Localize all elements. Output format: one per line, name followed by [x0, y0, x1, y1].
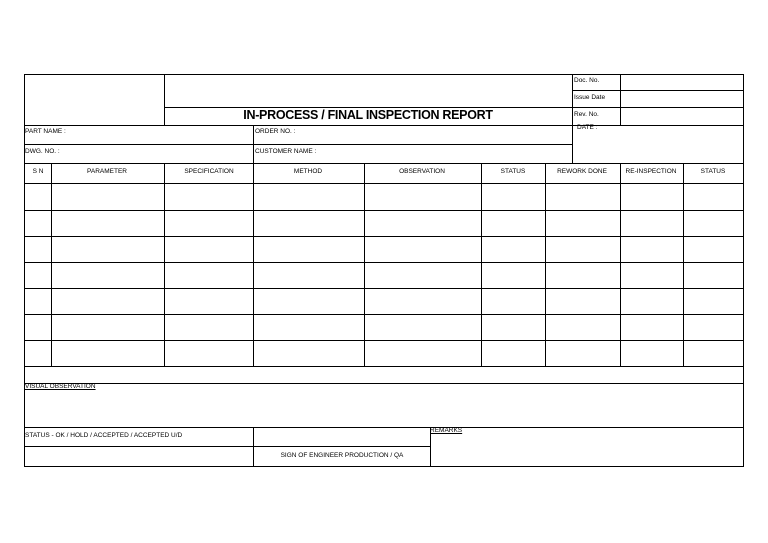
table-cell[interactable] — [622, 264, 682, 287]
table-cell[interactable] — [26, 212, 50, 235]
order-no-label: ORDER NO. : — [255, 128, 296, 135]
table-cell[interactable] — [547, 238, 619, 261]
table-cell[interactable] — [366, 212, 480, 235]
part-name-field[interactable] — [70, 126, 253, 144]
col-header-parameter: PARAMETER — [87, 168, 127, 175]
table-col-line — [253, 163, 254, 366]
table-cell[interactable] — [366, 238, 480, 261]
table-cell[interactable] — [366, 316, 480, 339]
table-bottom-line — [24, 366, 744, 367]
status-options-label: STATUS - OK / HOLD / ACCEPTED / ACCEPTED U/D — [25, 432, 183, 439]
table-cell[interactable] — [166, 212, 252, 235]
col-header-final-status: STATUS — [700, 168, 726, 175]
table-cell[interactable] — [622, 238, 682, 261]
date-field[interactable] — [573, 133, 743, 163]
table-cell[interactable] — [166, 185, 252, 209]
order-no-field[interactable] — [296, 126, 572, 144]
table-cell[interactable] — [26, 316, 50, 339]
border-bottom — [24, 466, 744, 467]
logo-divider — [164, 74, 165, 126]
table-cell[interactable] — [366, 264, 480, 287]
table-cell[interactable] — [255, 290, 363, 313]
table-cell[interactable] — [685, 212, 742, 235]
part-name-label: PART NAME : — [25, 128, 66, 135]
table-cell[interactable] — [26, 290, 50, 313]
table-cell[interactable] — [622, 316, 682, 339]
issue-date-field[interactable] — [621, 91, 743, 107]
table-cell[interactable] — [366, 342, 480, 365]
table-cell[interactable] — [166, 316, 252, 339]
table-cell[interactable] — [483, 290, 544, 313]
table-col-line — [683, 163, 684, 366]
table-cell[interactable] — [622, 185, 682, 209]
table-cell[interactable] — [622, 212, 682, 235]
header-line-3 — [24, 163, 744, 164]
table-cell[interactable] — [622, 342, 682, 365]
table-cell[interactable] — [166, 290, 252, 313]
table-cell[interactable] — [483, 316, 544, 339]
table-cell[interactable] — [255, 238, 363, 261]
table-cell[interactable] — [483, 185, 544, 209]
table-col-line — [364, 163, 365, 366]
table-cell[interactable] — [685, 185, 742, 209]
col-header-sn: S N — [32, 168, 44, 175]
table-cell[interactable] — [547, 264, 619, 287]
issue-date-label: Issue Date — [574, 94, 606, 101]
sign-engineer-label: SIGN OF ENGINEER PRODUCTION / QA — [280, 452, 404, 459]
table-cell[interactable] — [547, 290, 619, 313]
table-row-line — [24, 262, 744, 263]
visual-observation-field[interactable] — [25, 392, 743, 427]
table-cell[interactable] — [685, 290, 742, 313]
table-col-line — [481, 163, 482, 366]
dwg-no-label: DWG. NO. : — [25, 148, 60, 155]
table-header-bottom — [24, 183, 744, 184]
table-cell[interactable] — [53, 342, 163, 365]
table-cell[interactable] — [26, 185, 50, 209]
table-cell[interactable] — [26, 342, 50, 365]
table-cell[interactable] — [547, 185, 619, 209]
table-cell[interactable] — [255, 212, 363, 235]
table-cell[interactable] — [53, 316, 163, 339]
table-row-line — [24, 210, 744, 211]
table-row-line — [24, 314, 744, 315]
col-header-observation: OBSERVATION — [399, 168, 445, 175]
border-right — [743, 74, 744, 467]
doc-no-field[interactable] — [621, 75, 743, 90]
dwg-no-field[interactable] — [62, 145, 253, 163]
customer-name-label: CUSTOMER NAME : — [255, 148, 317, 155]
table-cell[interactable] — [685, 238, 742, 261]
table-cell[interactable] — [685, 342, 742, 365]
table-cell[interactable] — [483, 238, 544, 261]
customer-name-field[interactable] — [318, 145, 572, 163]
table-cell[interactable] — [53, 264, 163, 287]
table-cell[interactable] — [53, 290, 163, 313]
table-cell[interactable] — [483, 342, 544, 365]
rev-no-label: Rev. No. — [574, 111, 599, 118]
table-cell[interactable] — [53, 238, 163, 261]
table-row-line — [24, 236, 744, 237]
table-cell[interactable] — [547, 212, 619, 235]
table-cell[interactable] — [255, 342, 363, 365]
table-row-line — [24, 340, 744, 341]
table-cell[interactable] — [166, 238, 252, 261]
table-col-line — [545, 163, 546, 366]
table-cell[interactable] — [483, 264, 544, 287]
signature-field[interactable] — [25, 447, 253, 466]
table-row-line — [24, 288, 744, 289]
col-header-method: METHOD — [293, 168, 323, 175]
table-col-line — [164, 163, 165, 366]
table-cell[interactable] — [366, 290, 480, 313]
table-cell[interactable] — [53, 212, 163, 235]
table-cell[interactable] — [53, 185, 163, 209]
col-header-specification: SPECIFICATION — [184, 168, 234, 175]
col-header-re-inspection: RE-INSPECTION — [625, 168, 677, 175]
rev-no-field[interactable] — [621, 108, 743, 125]
remarks-label: REMARKS — [430, 427, 463, 434]
col-header-rework-done: REWORK DONE — [557, 168, 607, 175]
table-col-line — [620, 163, 621, 366]
visual-obs-line — [24, 383, 744, 384]
table-cell[interactable] — [166, 342, 252, 365]
table-cell[interactable] — [685, 264, 742, 287]
table-cell[interactable] — [255, 185, 363, 209]
table-col-line — [51, 163, 52, 366]
table-cell[interactable] — [255, 316, 363, 339]
table-cell[interactable] — [685, 316, 742, 339]
table-cell[interactable] — [255, 264, 363, 287]
table-cell[interactable] — [483, 212, 544, 235]
remarks-field[interactable] — [431, 437, 743, 466]
visual-observation-label: VISUAL OBSERVATION — [25, 383, 96, 390]
table-cell[interactable] — [622, 290, 682, 313]
table-cell[interactable] — [26, 264, 50, 287]
table-cell[interactable] — [26, 238, 50, 261]
table-cell[interactable] — [366, 185, 480, 209]
logo-area — [25, 75, 164, 125]
table-cell[interactable] — [547, 316, 619, 339]
date-label: DATE : — [577, 124, 598, 131]
col-header-status: STATUS — [500, 168, 526, 175]
doc-no-label: Doc. No. — [574, 77, 600, 84]
table-cell[interactable] — [166, 264, 252, 287]
table-cell[interactable] — [547, 342, 619, 365]
report-title: IN-PROCESS / FINAL INSPECTION REPORT — [243, 108, 493, 122]
status-field[interactable] — [254, 428, 430, 446]
